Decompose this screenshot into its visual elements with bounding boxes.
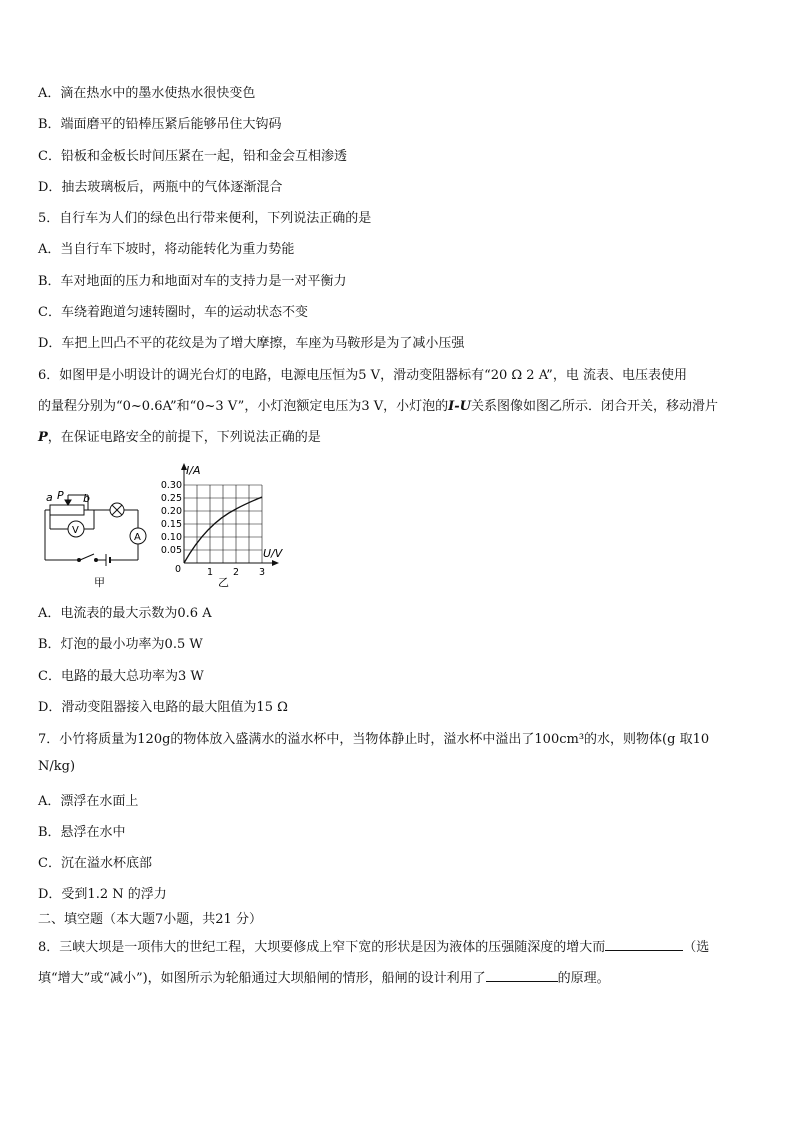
q5-stem: 5．自行车为人们的绿色出行带来便利，下列说法正确的是 [38, 211, 372, 226]
rheostat [50, 505, 84, 515]
q8-line1-text: 8．三峡大坝是一项伟大的世纪工程，大坝要修成上窄下宽的形状是因为液体的压强随深度的增大而 [38, 940, 606, 955]
answer-blank-1[interactable] [605, 936, 683, 951]
circuit-diagram [38, 478, 158, 590]
section-heading: 二、填空题（本大题7小题，共21 分） [38, 912, 262, 927]
q7-option-a: A．漂浮在水面上 [38, 794, 139, 809]
q7-option-b: B．悬浮在水中 [38, 825, 126, 840]
q6-stem-line2-part2: 关系图像如图乙所示．闭合开关，移动滑片 [470, 399, 718, 414]
q6-option-a: A．电流表的最大示数为0.6 A [38, 606, 212, 621]
q8-line1 [38, 936, 709, 955]
q7-option-c: C．沉在溢水杯底部 [38, 856, 152, 871]
q6-option-c: C．电路的最大总功率为3 W [38, 669, 204, 684]
y-tick: 0.25 [160, 493, 182, 504]
x-tick: 1 [206, 567, 214, 578]
iu-graph [152, 460, 298, 590]
answer-blank-2[interactable] [486, 967, 558, 982]
y-axis-label: I/A [186, 464, 201, 477]
q6-stem-line3 [38, 426, 321, 445]
y-tick: 0.30 [160, 480, 182, 491]
q7-option-d: D．受到1.2 N 的浮力 [38, 887, 167, 902]
terminal-b-label: b [83, 492, 90, 505]
y-tick: 0.20 [160, 506, 182, 517]
q4-option-a: A．滴在热水中的墨水使热水很快变色 [38, 86, 256, 101]
q5-option-c: C．车绕着跑道匀速转圈时，车的运动状态不变 [38, 305, 308, 320]
switch [80, 554, 94, 560]
ammeter-label: A [134, 532, 141, 543]
circuit-caption: 甲 [94, 576, 105, 589]
terminal-a-label: a [46, 491, 53, 504]
q4-option-b: B．端面磨平的铅棒压紧后能够吊住大钩码 [38, 117, 282, 132]
origin-label: 0 [174, 564, 182, 575]
y-tick: 0.05 [160, 545, 182, 556]
x-tick: 3 [258, 567, 266, 578]
q6-stem-line3-text: ，在保证电路安全的前提下，下列说法正确的是 [47, 430, 321, 445]
q6-option-b: B．灯泡的最小功率为0.5 W [38, 637, 203, 652]
x-axis-label: U/V [263, 547, 283, 560]
slider-symbol: P [38, 430, 48, 445]
iu-symbol: I-U [448, 399, 471, 414]
q6-option-d: D．滑动变阻器接入电路的最大阻值为15 Ω [38, 700, 288, 715]
q6-stem-line1: 6．如图甲是小明设计的调光台灯的电路，电源电压恒为5 V，滑动变阻器标有“20 Ω 2 A”，电 流表、电压表使用 [38, 368, 687, 383]
q5-option-a: A．当自行车下坡时，将动能转化为重力势能 [38, 242, 295, 257]
q4-option-c: C．铅板和金板长时间压紧在一起，铅和金会互相渗透 [38, 149, 347, 164]
q8-line2 [38, 967, 610, 986]
q6-stem-line2 [38, 395, 718, 414]
q8-line1-tail: （选 [683, 940, 710, 955]
slider-p-label: P [57, 489, 64, 502]
q7-stem-line1: 7．小竹将质量为120g的物体放入盛满水的溢水杯中，当物体静止时，溢水杯中溢出了100cm³的水，则物体(g 取10 [38, 732, 710, 747]
q8-line2-tail: 的原理。 [557, 971, 610, 986]
graph-caption: 乙 [218, 576, 229, 589]
q7-stem-line2: N/kg) [38, 759, 76, 774]
voltmeter-label: V [72, 525, 79, 536]
y-tick: 0.15 [160, 519, 182, 530]
q5-option-d: D．车把上凹凸不平的花纹是为了增大摩擦，车座为马鞍形是为了减小压强 [38, 336, 465, 351]
q8-line2-text: 填“增大”或“减小”)，如图所示为轮船通过大坝船闸的情形，船闸的设计利用了 [38, 971, 486, 986]
q6-stem-line2-part1: 的量程分别为“0~0.6A”和“0~3 V”，小灯泡额定电压为3 V，小灯泡的 [38, 399, 449, 414]
q4-option-d: D．抽去玻璃板后，两瓶中的气体逐渐混合 [38, 180, 283, 195]
x-tick: 2 [232, 567, 240, 578]
q5-option-b: B．车对地面的压力和地面对车的支持力是一对平衡力 [38, 274, 347, 289]
y-tick: 0.10 [160, 532, 182, 543]
